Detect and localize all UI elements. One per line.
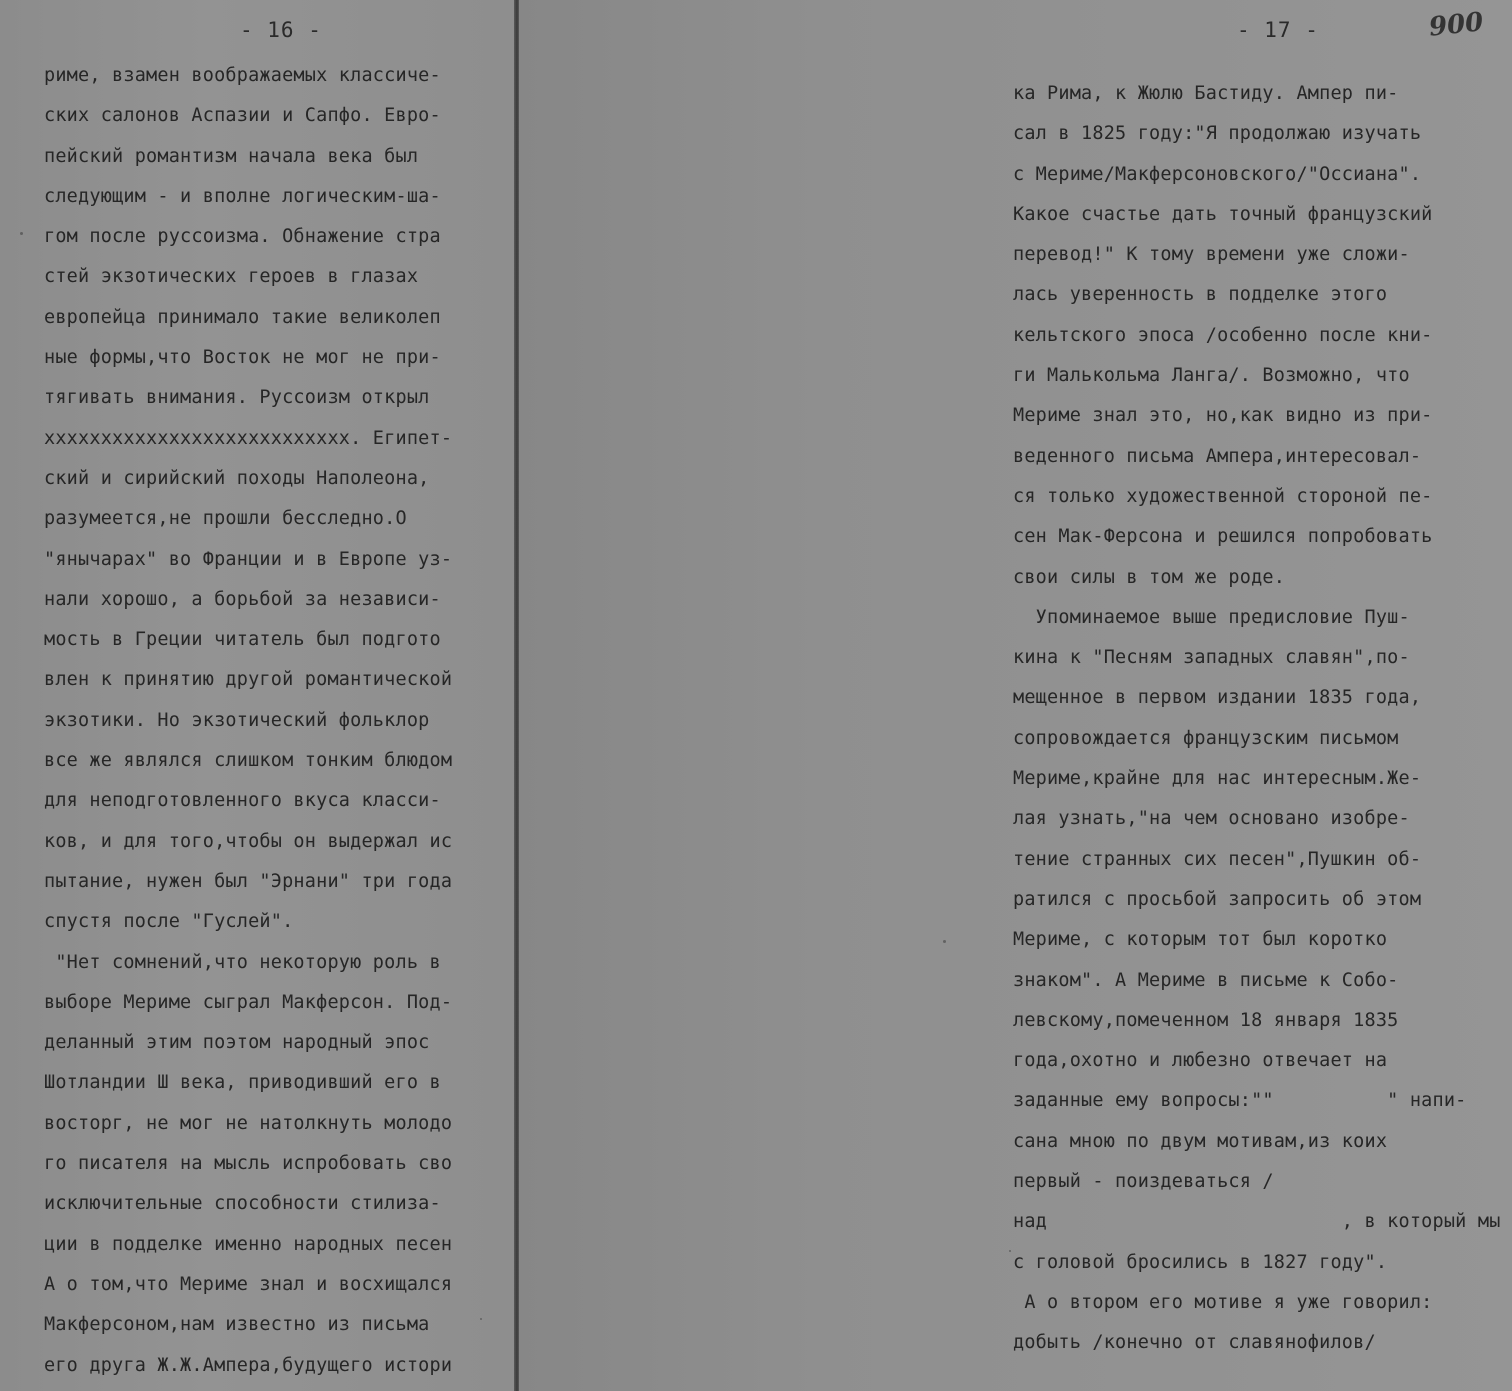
text-line: лась уверенность в подделке этого <box>1013 284 1388 306</box>
text-line: А о том,что Мериме знал и восхищался <box>44 1273 453 1295</box>
text-line: с головой бросились в 1827 году". <box>1013 1251 1388 1273</box>
text-line: мещенное в первом издании 1835 года, <box>1013 687 1422 709</box>
text-line: Мериме,крайне для нас интересным.Же- <box>1013 768 1422 790</box>
text-line: заданные ему вопросы:"" " напи- <box>1013 1090 1467 1112</box>
text-line: разумеется,не прошли бесследно.О <box>44 508 407 530</box>
text-line: знаком". А Мериме в письме к Собо- <box>1013 969 1399 991</box>
text-line: сал в 1825 году:"Я продолжаю изучать <box>1013 123 1422 145</box>
text-line: нали хорошо, а борьбой за независи- <box>44 588 441 610</box>
paper-speck <box>943 940 946 943</box>
text-line: сопровождается французским письмом <box>1013 727 1399 749</box>
text-line: мость в Греции читатель был подгото <box>44 629 441 651</box>
text-line: все же являлся слишком тонким блюдом <box>44 750 453 772</box>
text-line: ка Рима, к Жюлю Бастиду. Ампер пи- <box>1013 83 1399 104</box>
text-line: риме, взамен воображаемых классиче- <box>44 65 441 86</box>
text-line: "Нет сомнений,что некоторую роль в <box>44 951 441 973</box>
text-line: левскому,помеченном 18 января 1835 <box>1013 1009 1399 1031</box>
text-line: перевод!" К тому времени уже сложи- <box>1013 244 1410 266</box>
right-page-number: - 17 - <box>1237 18 1319 42</box>
text-line: спустя после "Гуслей". <box>44 911 294 933</box>
text-line: Мериме, с которым тот был коротко <box>1013 929 1388 951</box>
text-line: Мериме знал это, но,как видно из при- <box>1013 405 1433 427</box>
text-line: ских салонов Аспазии и Сапфо. Евро- <box>44 105 441 127</box>
text-line: сана мною по двум мотивам,из коих <box>1013 1130 1388 1152</box>
text-line: веденного письма Ампера,интересовал- <box>1013 445 1422 467</box>
text-line: деланный этим поэтом народный эпос <box>44 1032 430 1054</box>
paper-speck <box>480 1318 482 1320</box>
text-line: свои силы в том же роде. <box>1013 566 1286 588</box>
text-line: экзотики. Но экзотический фольклор <box>44 709 430 731</box>
text-line: ся только художественной стороной пе- <box>1013 485 1433 507</box>
text-line: Какое счастье дать точный французский <box>1013 203 1433 225</box>
text-line: тягивать внимания. Руссоизм открыл <box>44 387 430 409</box>
text-line: Макферсоном,нам известно из письма <box>44 1314 430 1336</box>
text-line: следующим - и вполне логическим-ша- <box>44 185 441 207</box>
text-line: года,охотно и любезно отвечает на <box>1013 1050 1388 1072</box>
text-line: над , в который мы <box>1013 1211 1501 1233</box>
text-line: Упоминаемое выше предисловие Пуш- <box>1013 606 1410 628</box>
text-line: сен Мак-Ферсона и решился попробовать <box>1013 526 1433 548</box>
right-page <box>519 0 1512 1391</box>
text-line: для неподготовленного вкуса класси- <box>44 790 441 812</box>
text-line: первый - поиздеваться / <box>1013 1171 1274 1193</box>
text-line: Шотландии Ш века, приводивший его в <box>44 1072 441 1094</box>
text-line: его друга Ж.Ж.Ампера,будущего истори <box>44 1354 453 1376</box>
text-line: лая узнать,"на чем основано изобре- <box>1013 808 1410 830</box>
text-line: с Мериме/Макферсоновского/"Оссиана". <box>1013 163 1422 185</box>
text-line: А о втором его мотиве я уже говорил: <box>1013 1291 1433 1313</box>
text-line: ратился с просьбой запросить об этом <box>1013 888 1422 910</box>
text-line: восторг, не мог не натолкнуть молодо <box>44 1112 453 1134</box>
text-line: пытание, нужен был "Эрнани" три года <box>44 870 453 892</box>
text-line: гом после руссоизма. Обнажение стра <box>44 226 441 248</box>
text-line: европейца принимало такие великолеп <box>44 306 441 328</box>
text-line: кельтского эпоса /особенно после кни- <box>1013 324 1433 346</box>
text-line: влен к принятию другой романтической <box>44 669 453 691</box>
text-line: ххххххххххххххххххххххххххх. Египет- <box>44 427 453 449</box>
text-line: исключительные способности стилиза- <box>44 1193 441 1215</box>
paper-speck <box>20 232 23 235</box>
text-line: добыть /конечно от славянофилов/ <box>1013 1332 1376 1354</box>
right-page-text <box>1013 74 1509 1364</box>
left-page-number: - 16 - <box>240 18 322 42</box>
text-line: пейский романтизм начала века был <box>44 145 419 167</box>
text-line: выборе Мериме сыграл Макферсон. Под- <box>44 991 453 1013</box>
text-line: кина к "Песням западных славян",по- <box>1013 647 1410 669</box>
text-line: "янычарах" во Франции и в Европе уз- <box>44 548 453 570</box>
archive-folio-mark: 900 <box>1427 7 1485 43</box>
left-page <box>0 0 516 1391</box>
text-line: ков, и для того,чтобы он выдержал ис <box>44 830 453 852</box>
text-line: ции в подделке именно народных песен <box>44 1233 453 1255</box>
text-line: го писателя на мысль испробовать сво <box>44 1153 453 1175</box>
text-line: стей экзотических героев в глазах <box>44 266 419 288</box>
left-page-text <box>44 56 512 1386</box>
text-line: тение странных сих песен",Пушкин об- <box>1013 848 1422 870</box>
text-line: ги Малькольма Ланга/. Возможно, что <box>1013 365 1410 387</box>
text-line: ский и сирийский походы Наполеона, <box>44 467 430 489</box>
paper-speck <box>1009 1250 1011 1252</box>
text-line: ные формы,что Восток не мог не при- <box>44 347 441 369</box>
